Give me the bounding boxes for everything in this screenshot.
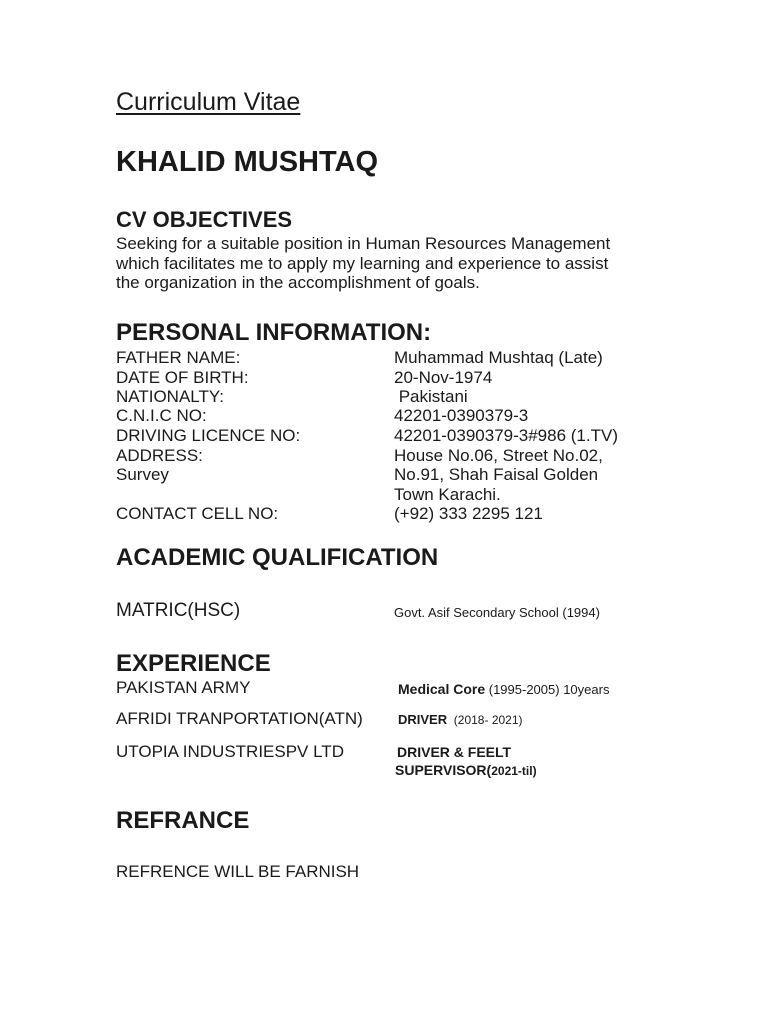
role-period: 2021-til): [491, 764, 537, 778]
field-value: 42201-0390379-3#986 (1.TV): [394, 426, 618, 445]
employer: AFRIDI TRANPORTATION(ATN): [116, 709, 363, 728]
candidate-name: KHALID MUSHTAQ: [116, 146, 379, 178]
role-title: Medical Core: [398, 681, 486, 697]
field-label: CONTACT CELL NO:: [116, 504, 279, 523]
role-title: DRIVER & FEELT: [397, 744, 512, 760]
experience-heading: EXPERIENCE: [116, 650, 271, 677]
field-label: C.N.I.C NO:: [116, 406, 207, 425]
degree: MATRIC(HSC): [116, 600, 241, 621]
field-label: DRIVING LICENCE NO:: [116, 426, 301, 445]
field-label: ADDRESS:: [116, 446, 203, 465]
employer: PAKISTAN ARMY: [116, 678, 251, 697]
role-period: (1995-2005) 10years: [485, 682, 610, 697]
experience-role: [398, 681, 609, 697]
field-label: FATHER NAME:: [116, 348, 241, 367]
field-label: DATE OF BIRTH:: [116, 368, 249, 387]
objectives-heading: CV OBJECTIVES: [116, 207, 293, 232]
academic-heading: ACADEMIC QUALIFICATION: [116, 544, 439, 571]
field-value: Town Karachi.: [394, 485, 501, 504]
field-label: Survey: [116, 465, 169, 484]
role-title: DRIVER: [398, 712, 448, 727]
role-period: (2018- 2021): [447, 713, 523, 727]
field-value: Pakistani: [394, 387, 468, 406]
objectives-line: Seeking for a suitable position in Human Resources Management: [116, 234, 611, 253]
field-value: 20-Nov-1974: [394, 368, 493, 387]
objectives-line: the organization in the accomplishment of goals.: [116, 273, 480, 293]
objectives-text: [116, 234, 610, 293]
reference-heading: REFRANCE: [116, 807, 250, 834]
role-title: SUPERVISOR(: [395, 762, 492, 778]
experience-role: [395, 762, 537, 780]
field-label: NATIONALTY:: [116, 387, 225, 406]
employer: UTOPIA INDUSTRIESPV LTD: [116, 742, 344, 761]
experience-role: [398, 712, 523, 727]
field-value: No.91, Shah Faisal Golden: [394, 465, 599, 484]
objectives-line: which facilitates me to apply my learning and experience to assist: [116, 253, 609, 273]
field-value: Muhammad Mushtaq (Late): [394, 348, 603, 367]
document-title: Curriculum Vitae: [116, 88, 301, 116]
field-value: 42201-0390379-3: [394, 406, 529, 425]
institution: Govt. Asif Secondary School (1994): [394, 605, 600, 620]
field-value: (+92) 333 2295 121: [394, 504, 543, 523]
personal-heading: PERSONAL INFORMATION:: [116, 319, 432, 346]
field-value: House No.06, Street No.02,: [394, 446, 603, 465]
reference-text: REFRENCE WILL BE FARNISH: [116, 862, 360, 881]
